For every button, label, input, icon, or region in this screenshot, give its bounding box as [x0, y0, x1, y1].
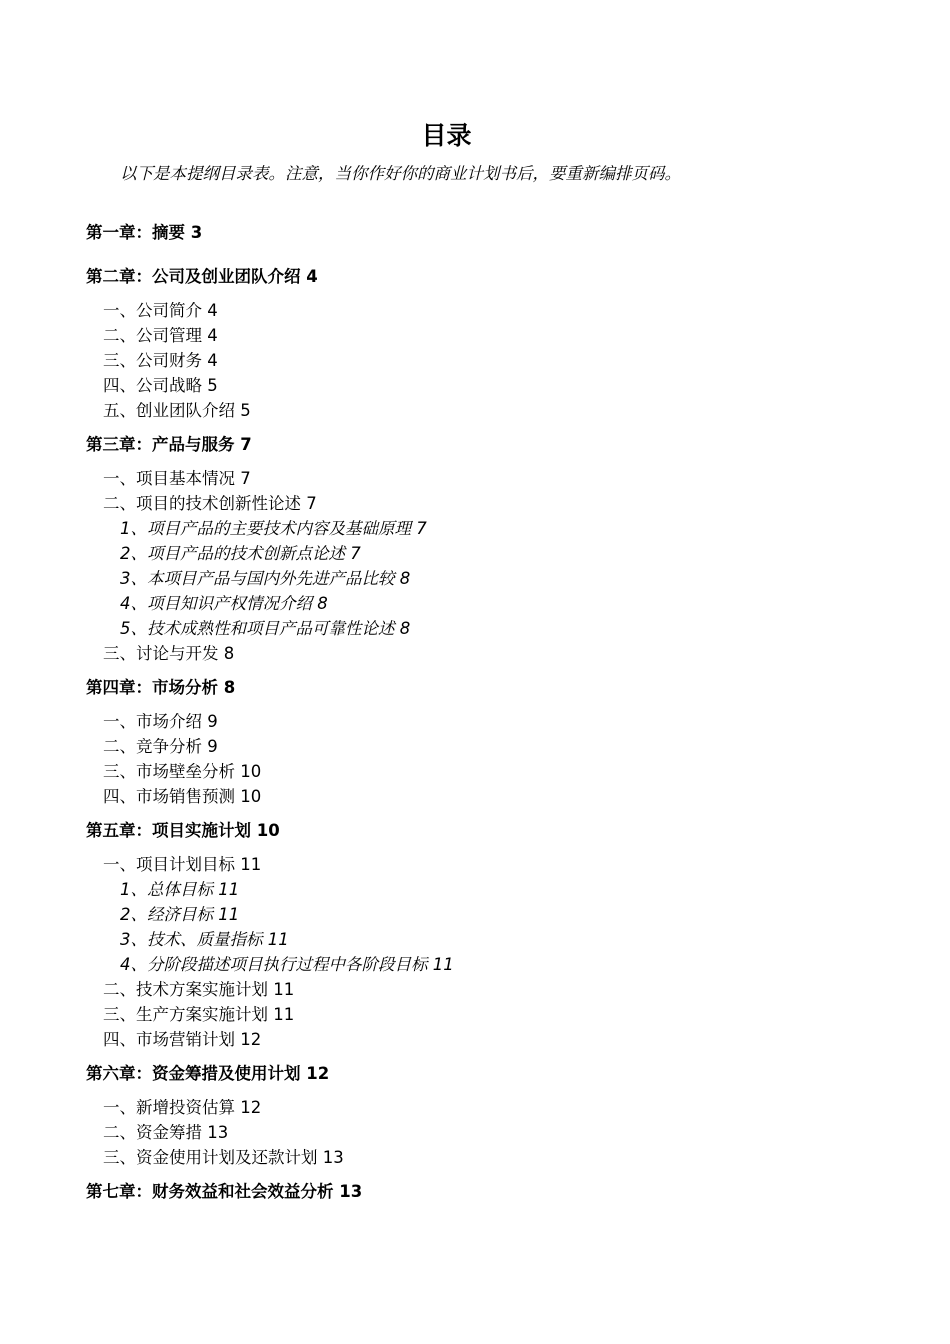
toc-subsection: 2、项目产品的技术创新点论述 7 [120, 544, 361, 563]
toc-section: 四、市场销售预测 10 [103, 787, 262, 806]
toc-section: 一、新增投资估算 12 [103, 1098, 262, 1117]
toc-subsection: 3、技术、质量指标 11 [120, 930, 289, 949]
toc-section: 一、项目基本情况 7 [103, 469, 251, 488]
toc-section: 一、项目计划目标 11 [103, 855, 262, 874]
toc-section: 五、创业团队介绍 5 [103, 401, 251, 420]
toc-chapter: 第一章：摘要 3 [86, 223, 203, 242]
toc-section: 一、市场介绍 9 [103, 712, 218, 731]
toc-section: 二、项目的技术创新性论述 7 [103, 494, 317, 513]
toc-section: 二、资金筹措 13 [103, 1123, 229, 1142]
toc-chapter: 第二章：公司及创业团队介绍 4 [86, 267, 318, 286]
toc-section: 四、公司战略 5 [103, 376, 218, 395]
toc-subsection: 2、经济目标 11 [120, 905, 240, 924]
toc-subsection: 5、技术成熟性和项目产品可靠性论述 8 [120, 619, 411, 638]
toc-chapter: 第四章：市场分析 8 [86, 678, 236, 697]
toc-subsection: 4、项目知识产权情况介绍 8 [120, 594, 328, 613]
page-subtitle: 以下是本提纲目录表。注意，当你作好你的商业计划书后，要重新编排页码。 [120, 164, 681, 183]
toc-section: 二、竞争分析 9 [103, 737, 218, 756]
toc-section: 三、资金使用计划及还款计划 13 [103, 1148, 344, 1167]
toc-chapter: 第六章：资金筹措及使用计划 12 [86, 1064, 330, 1083]
toc-chapter: 第五章：项目实施计划 10 [86, 821, 280, 840]
toc-subsection: 1、项目产品的主要技术内容及基础原理 7 [120, 519, 427, 538]
toc-chapter: 第三章：产品与服务 7 [86, 435, 252, 454]
toc-section: 二、公司管理 4 [103, 326, 218, 345]
toc-section: 一、公司简介 4 [103, 301, 218, 320]
page-title: 目录 [421, 121, 472, 150]
toc-subsection: 4、分阶段描述项目执行过程中各阶段目标 11 [120, 955, 454, 974]
toc-section: 三、公司财务 4 [103, 351, 218, 370]
toc-section: 二、技术方案实施计划 11 [103, 980, 295, 999]
toc-section: 三、讨论与开发 8 [103, 644, 235, 663]
toc-section: 三、市场壁垒分析 10 [103, 762, 262, 781]
toc-subsection: 3、本项目产品与国内外先进产品比较 8 [120, 569, 411, 588]
toc-section: 三、生产方案实施计划 11 [103, 1005, 295, 1024]
toc-chapter: 第七章：财务效益和社会效益分析 13 [86, 1182, 363, 1201]
toc-subsection: 1、总体目标 11 [120, 880, 240, 899]
toc-section: 四、市场营销计划 12 [103, 1030, 262, 1049]
